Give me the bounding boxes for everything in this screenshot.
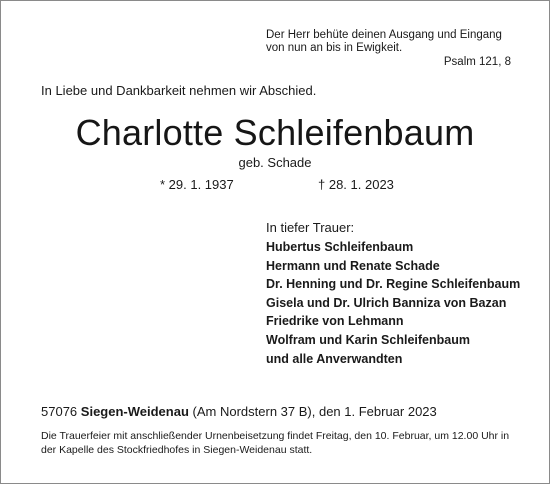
mourner-name: Wolfram und Karin Schleifenbaum — [266, 332, 470, 347]
funeral-notice — [41, 430, 521, 457]
verse-line-1: Der Herr behüte deinen Ausgang und Eingang — [266, 29, 502, 41]
death-date: † 28. 1. 2023 — [318, 177, 394, 192]
verse-line-2: von nun an bis in Ewigkeit. — [266, 42, 403, 54]
city: Siegen-Weidenau — [80, 404, 189, 419]
funeral-notice-line-2: der Kapelle des Stockfriedhofes in Siegen-Weidenau statt. — [41, 443, 313, 456]
mourner-name: Friedrike von Lehmann — [266, 314, 404, 329]
mourning-heading: In tiefer Trauer: — [266, 220, 355, 235]
mourner-name: Hubertus Schleifenbaum — [266, 240, 414, 254]
mourner-list — [266, 238, 520, 368]
place-and-date — [41, 404, 437, 419]
mourner-name: Hermann und Renate Schade — [266, 258, 440, 273]
mourner-name: Dr. Henning und Dr. Regine Schleifenbaum — [266, 277, 521, 292]
farewell-intro: In Liebe und Dankbarkeit nehmen wir Abschied. — [41, 83, 317, 98]
verse-reference: Psalm 121, 8 — [443, 56, 511, 68]
mourner-name: und alle Anverwandten — [266, 351, 403, 366]
maiden-name: geb. Schade — [238, 155, 312, 170]
address-and-date: (Am Nordstern 37 B), den 1. Februar 2023 — [192, 404, 437, 419]
mourner-name: Gisela und Dr. Ulrich Banniza von Bazan — [266, 295, 507, 310]
deceased-name: Charlotte Schleifenbaum — [75, 112, 475, 153]
birth-date: * 29. 1. 1937 — [160, 177, 234, 192]
postcode: 57076 — [41, 404, 78, 419]
funeral-notice-line-1: Die Trauerfeier mit anschließender Urnenbeisetzung findet Freitag, den 10. Februar, um 12.00 Uhr in — [41, 430, 510, 442]
